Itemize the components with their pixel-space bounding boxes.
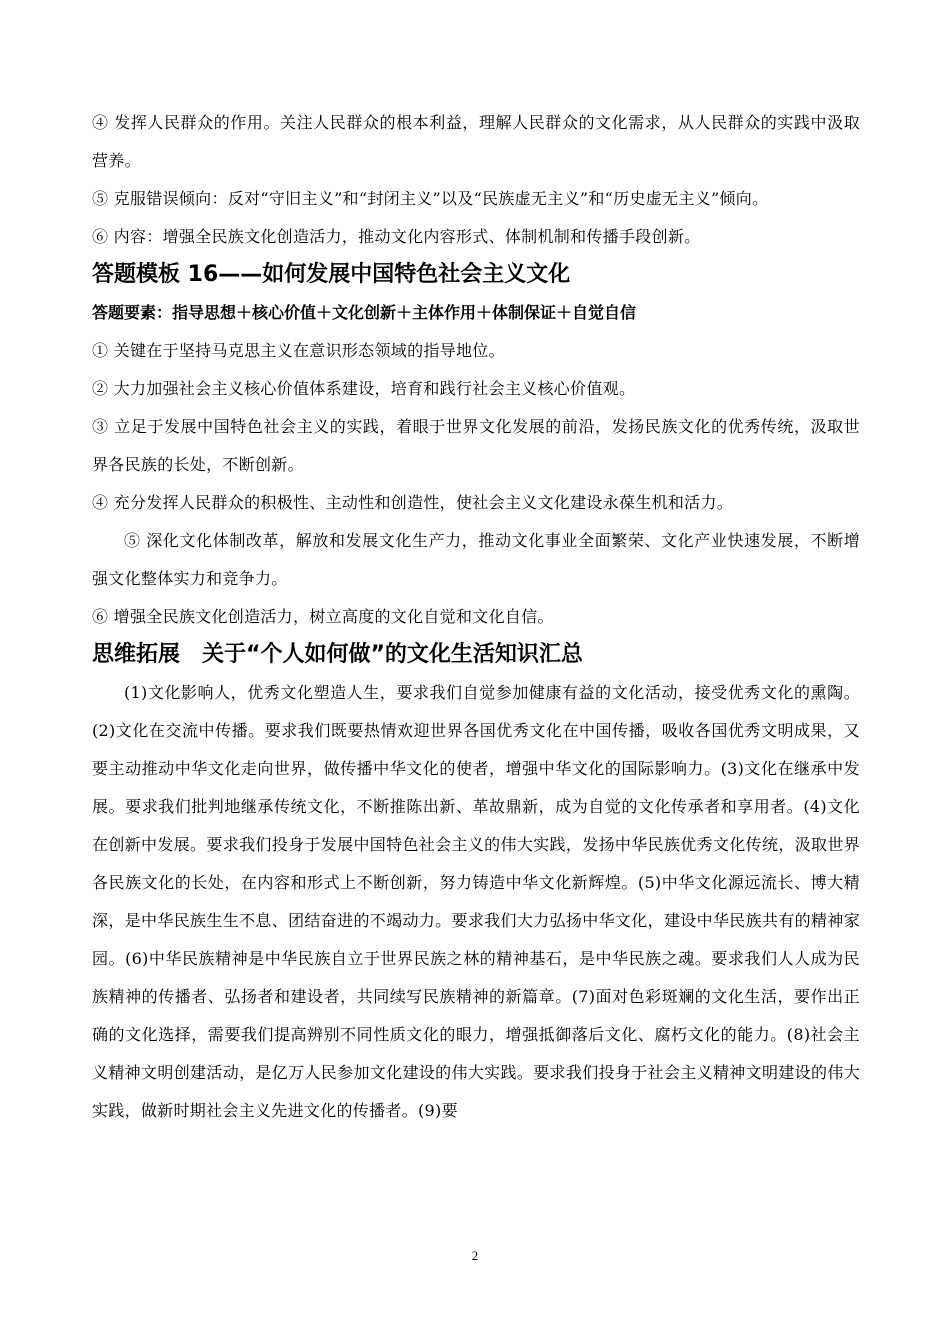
template-item-3: ③ 立足于发展中国特色社会主义的实践，着眼于世界文化发展的前沿，发扬民族文化的优秀传统，汲取世界各民族的长处，不断创新。 (92, 417, 860, 474)
template-item-4: ④ 充分发挥人民群众的积极性、主动性和创造性，使社会主义文化建设永葆生机和活力。 (92, 493, 734, 512)
page-content (92, 104, 860, 1130)
template-16-heading: 答题模板 16——如何发展中国特色社会主义文化 (92, 262, 571, 287)
template-item-1: ① 关键在于坚持马克思主义在意识形态领域的指导地位。 (92, 341, 505, 360)
template-item-2: ② 大力加强社会主义核心价值体系建设，培育和践行社会主义核心价值观。 (92, 379, 636, 398)
template-item-5: ⑤ 深化文化体制改革，解放和发展文化生产力，推动文化事业全面繁荣、文化产业快速发展，不断增强文化整体实力和竞争力。 (92, 531, 860, 588)
item-4-masses: ④ 发挥人民群众的作用。关注人民群众的根本利益，理解人民群众的文化需求，从人民群众的实践中汲取营养。 (92, 113, 860, 170)
answer-elements: 答题要素：指导思想＋核心价值＋文化创新＋主体作用＋体制保证＋自觉自信 (92, 303, 637, 322)
page-number: 2 (471, 1248, 479, 1263)
item-5-wrong-tendencies: ⑤ 克服错误倾向：反对“守旧主义”和“封闭主义”以及“民族虚无主义”和“历史虚无主义”倾向。 (92, 189, 769, 208)
thinking-extension-heading: 思维拓展 关于“个人如何做”的文化生活知识汇总 (92, 642, 583, 667)
thinking-extension-paragraph: (1)文化影响人，优秀文化塑造人生，要求我们自觉参加健康有益的文化活动，接受优秀文化的熏陶。(2)文化在交流中传播。要求我们既要热情欢迎世界各国优秀文化在中国传播，吸收各国优秀文明成果，又要主动推动中华文化走向世界，做传播中华文化的使者，增强中华文化的国际影响力。(3)文化在继承中发展。要求我们批判地继承传统文化，不断推陈出新、革故鼎新，成为自觉的文化传承者和享用者。(4)文化在创新中发展。要求我们投身于发展中国特色社会主义的伟大实践，发扬中华民族优秀文化传统，汲取世界各民族文化的长处，在内容和形式上不断创新，努力铸造中华文化新辉煌。(5)中华文化源远流长、博大精深，是中华民族生生不息、团结奋进的不竭动力。要求我们大力弘扬中华文化，建设中华民族共有的精神家园。(6)中华民族精神是中华民族自立于世界民族之林的精神基石，是中华民族之魂。要求我们人人成为民族精神的传播者、弘扬者和建设者，共同续写民族精神的新篇章。(7)面对色彩斑斓的文化生活，要作出正确的文化选择，需要我们提高辨别不同性质文化的眼力，增强抵御落后文化、腐朽文化的能力。(8)社会主义精神文明创建活动，是亿万人民参加文化建设的伟大实践。要求我们投身于社会主义精神文明建设的伟大实践，做新时期社会主义先进文化的传播者。(9)要 (92, 683, 860, 1120)
template-item-6: ⑥ 增强全民族文化创造活力，树立高度的文化自觉和文化自信。 (92, 607, 554, 626)
item-6-content: ⑥ 内容：增强全民族文化创造活力，推动文化内容形式、体制机制和传播手段创新。 (92, 227, 701, 246)
